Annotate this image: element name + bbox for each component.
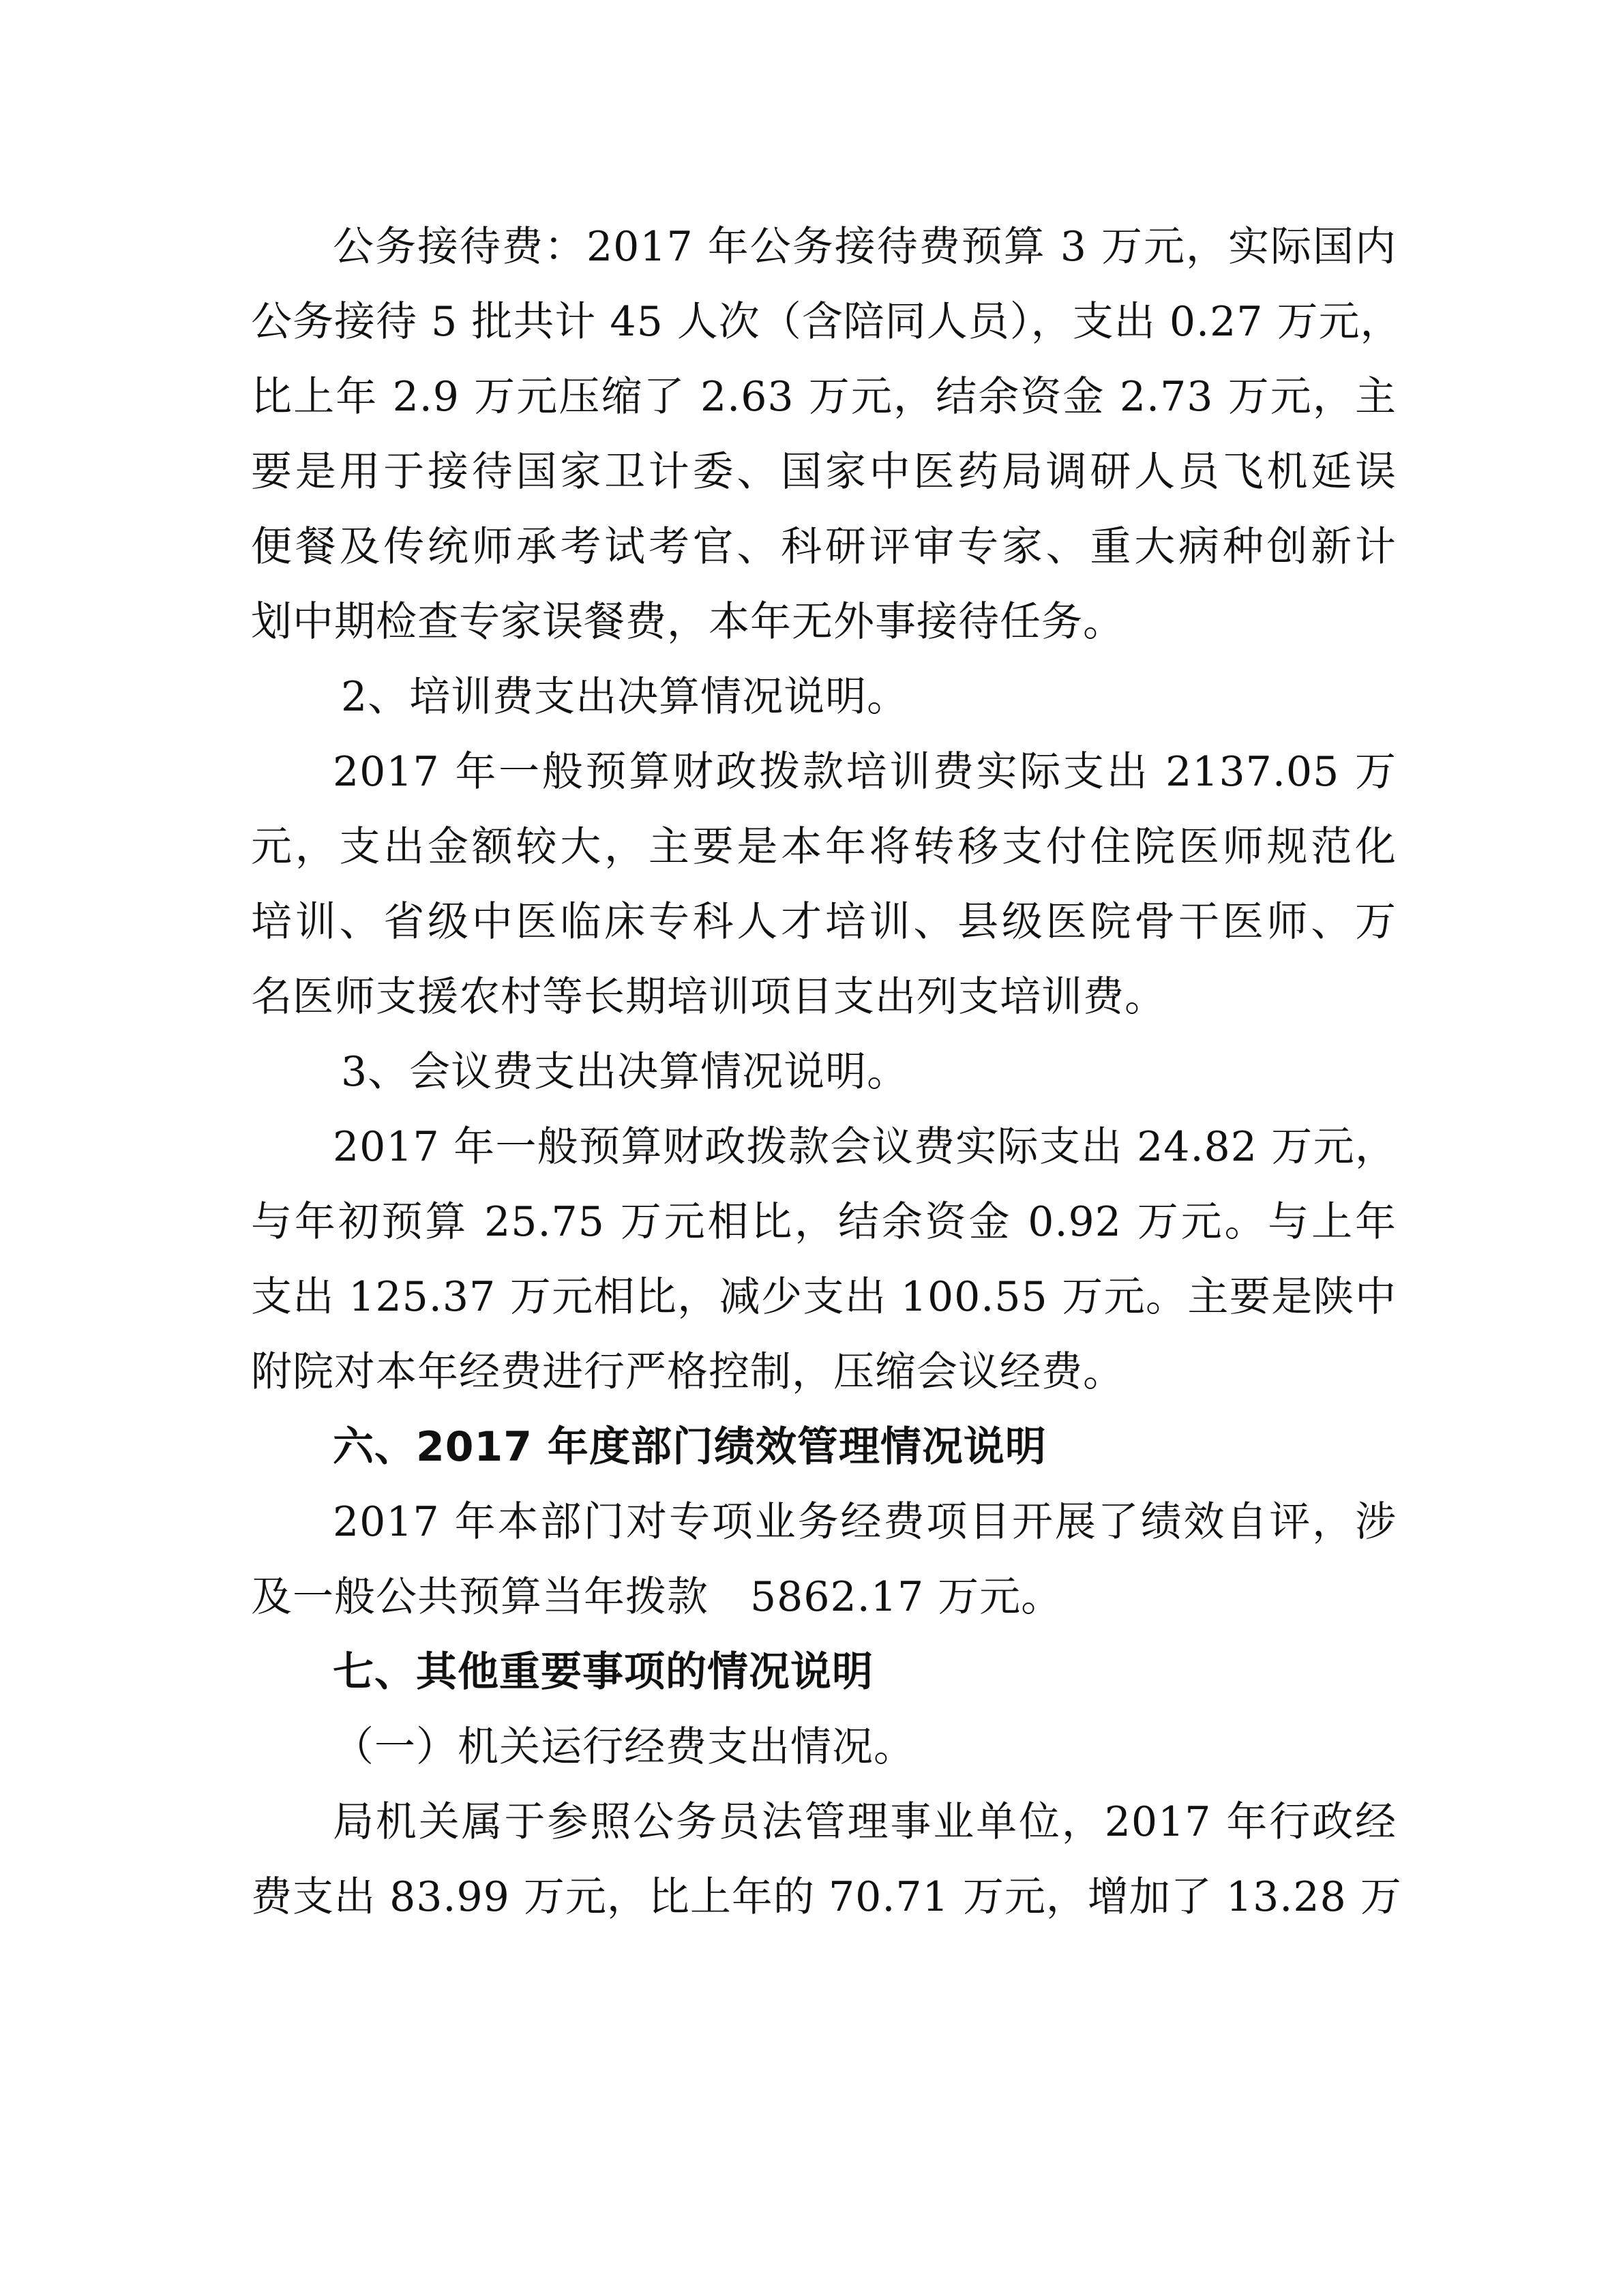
training-line-1: 2017 年一般预算财政拨款培训费实际支出 2137.05 万 — [333, 748, 1397, 796]
reception-line-4: 要是用于接待国家卫计委、国家中医药局调研人员飞机延误 — [251, 448, 1397, 496]
section7-title: 七、其他重要事项的情况说明 — [333, 1648, 874, 1696]
subsection1-title: （一）机关运行经费支出情况。 — [333, 1723, 915, 1771]
section6-line-2: 及一般公共预算当年拨款 5862.17 万元。 — [251, 1573, 1063, 1621]
reception-line-1: 公务接待费：2017 年公务接待费预算 3 万元，实际国内 — [333, 223, 1397, 271]
reception-line-5: 便餐及传统师承考试考官、科研评审专家、重大病种创新计 — [251, 523, 1397, 571]
subsection1-line-2: 费支出 83.99 万元，比上年的 70.71 万元，增加了 13.28 万 — [251, 1873, 1402, 1921]
reception-line-3: 比上年 2.9 万元压缩了 2.63 万元，结余资金 2.73 万元，主 — [251, 373, 1397, 421]
meeting-line-3: 支出 125.37 万元相比，减少支出 100.55 万元。主要是陕中 — [251, 1273, 1397, 1321]
reception-line-2: 公务接待 5 批共计 45 人次（含陪同人员），支出 0.27 万元， — [251, 298, 1402, 346]
training-line-3: 培训、省级中医临床专科人才培训、县级医院骨干医师、万 — [251, 898, 1397, 946]
training-line-2: 元，支出金额较大，主要是本年将转移支付住院医师规范化 — [251, 823, 1397, 871]
meeting-line-4: 附院对本年经费进行严格控制，压缩会议经费。 — [251, 1348, 1125, 1396]
training-heading: 2、培训费支出决算情况说明。 — [341, 673, 909, 721]
meeting-line-2: 与年初预算 25.75 万元相比，结余资金 0.92 万元。与上年 — [251, 1198, 1397, 1246]
training-line-4: 名医师支援农村等长期培训项目支出列支培训费。 — [251, 973, 1166, 1021]
section6-title: 六、2017 年度部门绩效管理情况说明 — [333, 1423, 1047, 1471]
subsection1-line-1: 局机关属于参照公务员法管理事业单位，2017 年行政经 — [333, 1798, 1397, 1846]
meeting-line-1: 2017 年一般预算财政拨款会议费实际支出 24.82 万元， — [333, 1123, 1397, 1171]
section6-line-1: 2017 年本部门对专项业务经费项目开展了绩效自评，涉 — [333, 1498, 1397, 1546]
reception-line-6: 划中期检查专家误餐费，本年无外事接待任务。 — [251, 598, 1125, 646]
meeting-heading: 3、会议费支出决算情况说明。 — [341, 1048, 909, 1096]
